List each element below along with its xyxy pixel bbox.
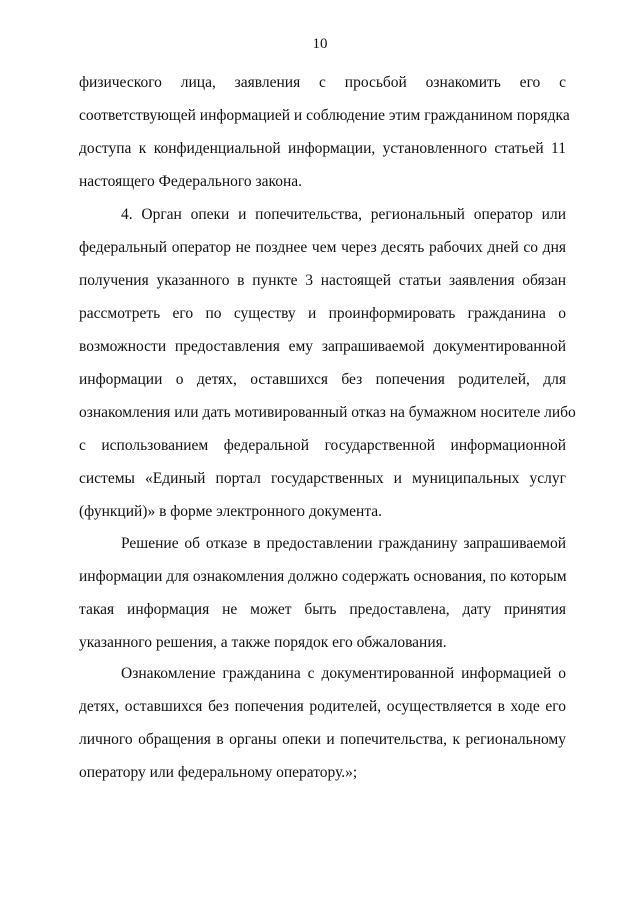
text-line: физического лица, заявления с просьбой ознакомить его с — [79, 74, 566, 91]
text-line: с использованием федеральной государственной информационной — [79, 437, 566, 454]
text-line: информации для ознакомления должно содержать основания, по которым — [79, 568, 567, 585]
text-line: федеральный оператор не позднее чем через десять рабочих дней со дня — [79, 239, 566, 256]
text-line: личного обращения в органы опеки и попечительства, к региональному — [79, 731, 566, 748]
text-line: рассмотреть его по существу и проинформировать гражданина о — [79, 305, 566, 322]
text-line: (функций)» в форме электронного документа. — [79, 503, 383, 520]
text-line: возможности предоставления ему запрашиваемой документированной — [79, 338, 566, 355]
text-line: Ознакомление гражданина с документированной информацией о — [121, 665, 566, 682]
paragraph-item-4 — [79, 198, 576, 528]
page-number: 10 — [312, 36, 328, 52]
text-line: настоящего Федерального закона. — [79, 173, 303, 190]
text-line: соответствующей информацией и соблюдение этим гражданином порядка — [79, 107, 570, 124]
text-line: детях, оставшихся без попечения родителей, осуществляется в ходе его — [79, 698, 566, 715]
text-line: 4. Орган опеки и попечительства, региональный оператор или — [121, 206, 566, 223]
paragraph-continuation — [79, 66, 570, 198]
text-line: указанного решения, а также порядок его обжалования. — [79, 634, 447, 651]
text-line: оператору или федеральному оператору.»; — [79, 764, 358, 781]
text-line: ознакомления или дать мотивированный отказ на бумажном носителе либо — [79, 404, 576, 421]
paragraph-familiarization — [79, 657, 566, 789]
text-line: информации о детях, оставшихся без попечения родителей, для — [79, 371, 566, 388]
text-line: получения указанного в пункте 3 настоящей статьи заявления обязан — [79, 272, 566, 289]
paragraph-refusal-decision — [79, 527, 566, 659]
text-line: такая информация не может быть предоставлена, дату принятия — [79, 601, 566, 618]
text-line: системы «Единый портал государственных и муниципальных услуг — [79, 470, 566, 487]
text-line: Решение об отказе в предоставлении гражданину запрашиваемой — [121, 535, 566, 552]
text-line: доступа к конфиденциальной информации, установленного статьей 11 — [79, 140, 566, 157]
